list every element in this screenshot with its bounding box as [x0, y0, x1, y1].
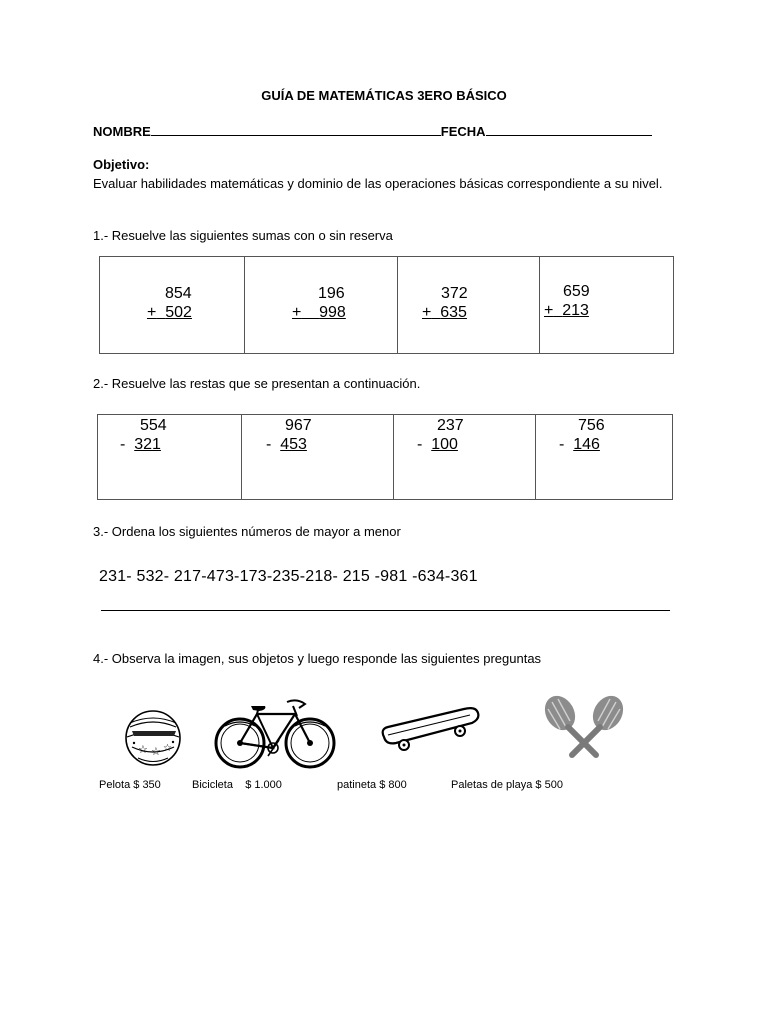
- sum-cell: [540, 257, 674, 354]
- sum-top: 196: [318, 285, 345, 302]
- ball-icon: [124, 709, 184, 769]
- bicycle-label: Bicicleta $ 1.000: [192, 779, 282, 791]
- sum-bottom: + 213: [544, 302, 589, 319]
- sum-top: 372: [441, 285, 468, 302]
- sub-bottom: - 321: [120, 436, 161, 453]
- nombre-label: NOMBRE: [93, 124, 151, 139]
- sum-bottom: + 998: [292, 304, 346, 321]
- q2-prompt: 2.- Resuelve las restas que se presentan a continuación.: [93, 376, 421, 391]
- sub-top: 967: [285, 417, 312, 434]
- q2-subtractions-table: [97, 414, 673, 500]
- q4-prompt: 4.- Observa la imagen, sus objetos y luego responde las siguientes preguntas: [93, 651, 542, 666]
- sum-top: 659: [563, 283, 590, 300]
- fecha-label: FECHA: [440, 124, 486, 139]
- skateboard-icon: [378, 703, 482, 753]
- sum-cell: [245, 257, 398, 354]
- q1-sums-table: [99, 256, 674, 354]
- answer-line[interactable]: [101, 610, 670, 611]
- name-date-line: [93, 123, 652, 139]
- q3-prompt: 3.- Ordena los siguientes números de mayor a menor: [93, 524, 401, 539]
- sum-cell: [100, 257, 245, 354]
- skateboard-label: patineta $ 800: [337, 779, 407, 791]
- subtraction-cell: [394, 415, 536, 500]
- number-sequence: 231- 532- 217-473-173-235-218- 215 -981 -634-361: [99, 568, 478, 585]
- sub-bottom: - 146: [559, 436, 600, 453]
- sub-top: 237: [437, 417, 464, 434]
- sub-top: 756: [578, 417, 605, 434]
- sub-bottom: - 453: [266, 436, 307, 453]
- sum-bottom: + 502: [147, 304, 192, 321]
- page-title: GUÍA DE MATEMÁTICAS 3ERO BÁSICO: [261, 88, 507, 103]
- objective-label: Objetivo:: [93, 157, 150, 172]
- sum-cell: [398, 257, 540, 354]
- fecha-field[interactable]: [486, 123, 652, 136]
- objective-text: Evaluar habilidades matemáticas y dominio de las operaciones básicas correspondiente a su nivel.: [93, 176, 663, 191]
- ball-label: Pelota $ 350: [99, 779, 161, 791]
- q1-prompt: 1.- Resuelve las siguientes sumas con o sin reserva: [93, 228, 393, 243]
- paddles-label: Paletas de playa $ 500: [451, 779, 563, 791]
- svg-text:☆: ☆: [151, 745, 161, 758]
- svg-text:☆: ☆: [138, 743, 148, 756]
- subtraction-cell: [536, 415, 673, 500]
- sum-bottom: + 635: [422, 304, 467, 321]
- subtraction-cell: [242, 415, 394, 500]
- sum-top: 854: [165, 285, 192, 302]
- sub-bottom: - 100: [417, 436, 458, 453]
- beach-paddles-icon: [538, 693, 630, 759]
- bicycle-icon: [213, 696, 337, 770]
- sub-top: 554: [140, 417, 167, 434]
- svg-text:☆: ☆: [163, 743, 172, 754]
- nombre-field[interactable]: [151, 123, 441, 136]
- subtraction-cell: [98, 415, 242, 500]
